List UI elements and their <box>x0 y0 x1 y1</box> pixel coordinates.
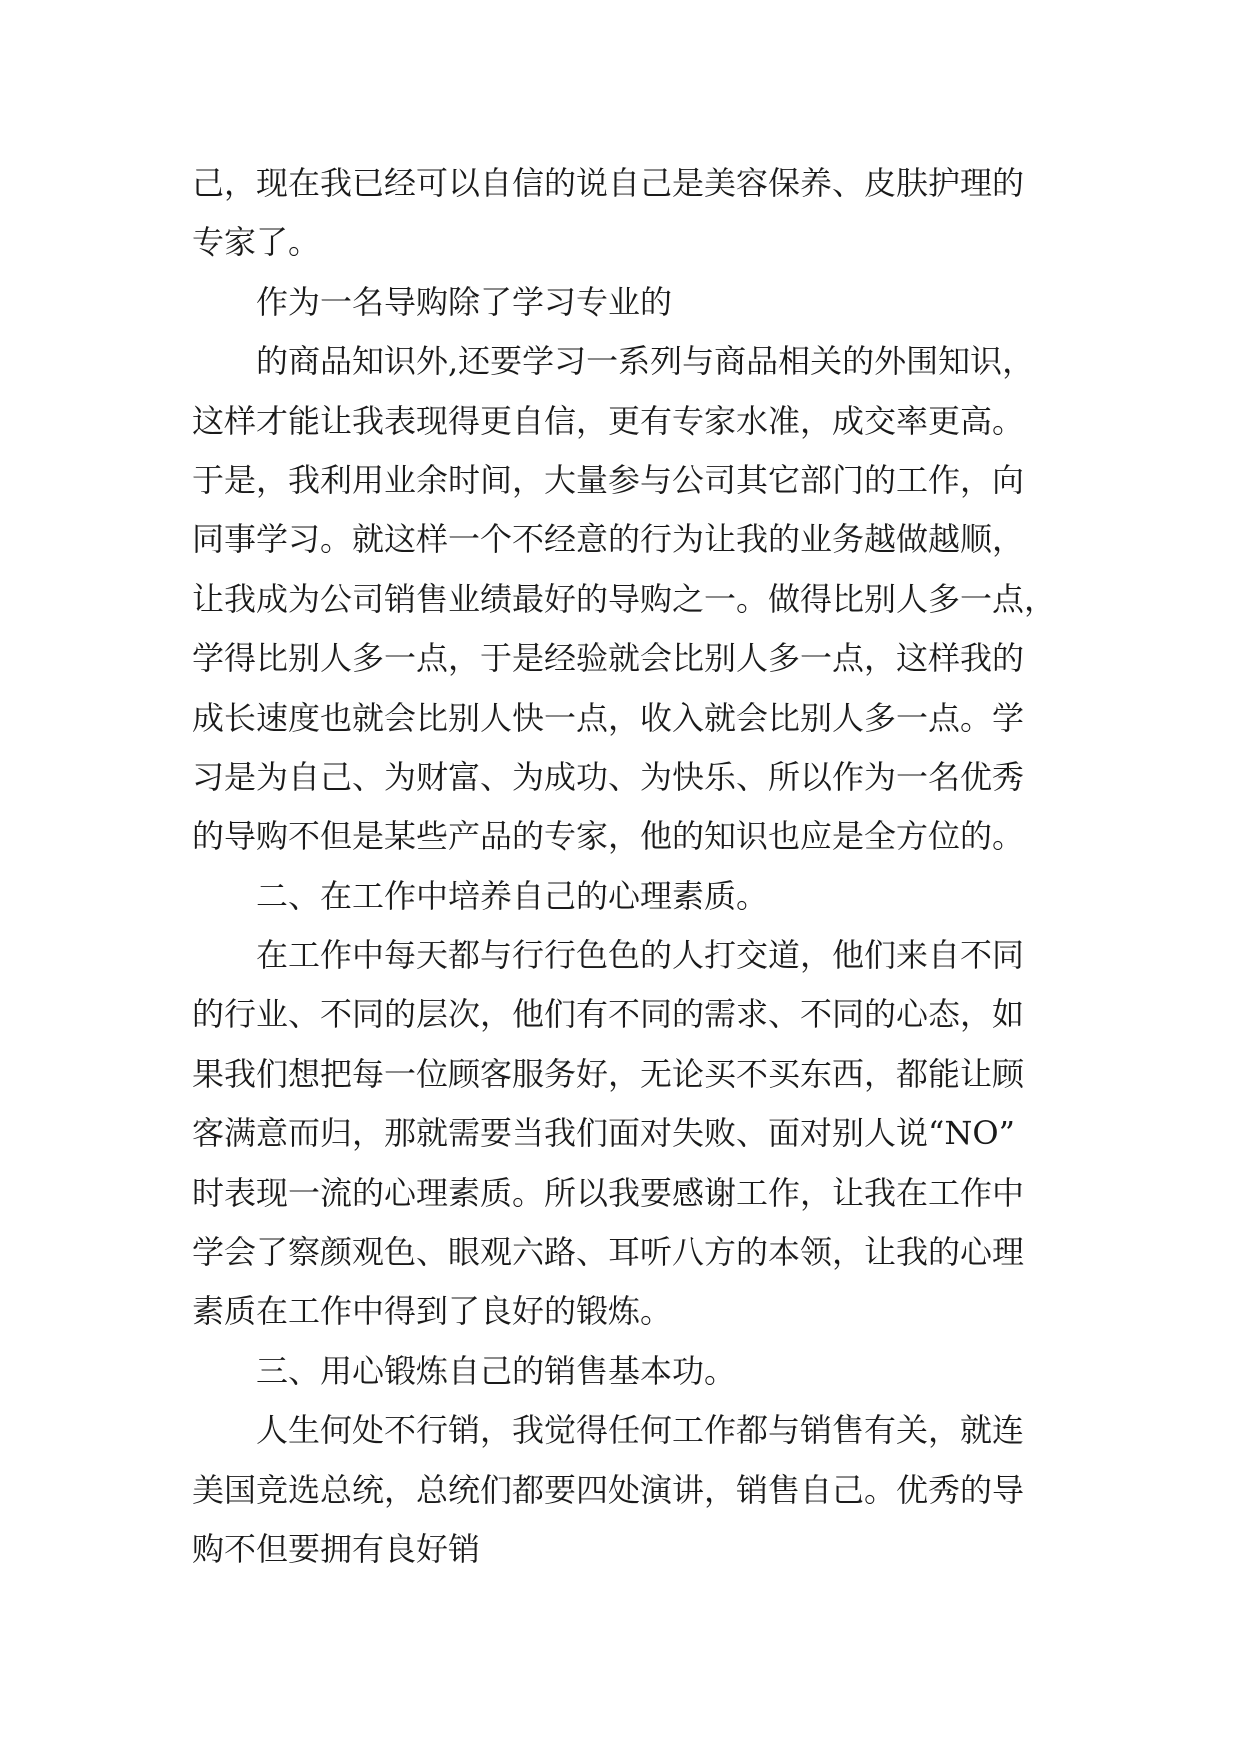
text-line: 习是为自己、为财富、为成功、为快乐、所以作为一名优秀 <box>192 757 1025 796</box>
text-line: 让我成为公司销售业绩最好的导购之一。做得比别人多一点， <box>192 579 1057 618</box>
text-line: 素质在工作中得到了良好的锻炼。 <box>192 1292 673 1331</box>
text-line: 的导购不但是某些产品的专家，他的知识也应是全方位的。 <box>192 817 1025 856</box>
text-line: 成长速度也就会比别人快一点，收入就会比别人多一点。学 <box>192 698 1025 737</box>
text-line: 于是，我利用业余时间，大量参与公司其它部门的工作，向 <box>192 460 1025 499</box>
text-line: 学得比别人多一点，于是经验就会比别人多一点，这样我的 <box>192 639 1025 678</box>
paragraph-start-line: 人生何处不行销，我觉得任何工作都与销售有关，就连 <box>256 1411 1025 1450</box>
text-line: 时表现一流的心理素质。所以我要感谢工作，让我在工作中 <box>192 1173 1025 1212</box>
text-line: 的行业、不同的层次，他们有不同的需求、不同的心态，如 <box>192 995 1025 1034</box>
section-heading: 三、用心锻炼自己的销售基本功。 <box>256 1351 737 1390</box>
section-heading: 二、在工作中培养自己的心理素质。 <box>256 876 769 915</box>
text-line: 同事学习。就这样一个不经意的行为让我的业务越做越顺， <box>192 520 1025 559</box>
text-line: 己，现在我已经可以自信的说自己是美容保养、皮肤护理的 <box>192 164 1025 202</box>
paragraph-start-line: 在工作中每天都与行行色色的人打交道，他们来自不同 <box>256 936 1025 975</box>
text-line: 学会了察颜观色、眼观六路、耳听八方的本领，让我的心理 <box>192 1233 1025 1272</box>
text-line: 美国竞选总统，总统们都要四处演讲，销售自己。优秀的导 <box>192 1470 1025 1509</box>
text-line: 客满意而归，那就需要当我们面对失败、面对别人说“NO” <box>192 1114 1015 1153</box>
text-line: 果我们想把每一位顾客服务好，无论买不买东西，都能让顾 <box>192 1054 1025 1093</box>
body-text <box>192 154 1057 1579</box>
text-line: 这样才能让我表现得更自信，更有专家水准，成交率更高。 <box>192 401 1025 440</box>
text-line: 专家了。 <box>192 223 321 262</box>
paragraph-start-line: 作为一名导购除了学习专业的 <box>256 282 673 321</box>
paragraph-start-line: 的商品知识外,还要学习一系列与商品相关的外围知识， <box>256 342 1035 381</box>
text-line: 购不但要拥有良好销 <box>192 1529 481 1568</box>
